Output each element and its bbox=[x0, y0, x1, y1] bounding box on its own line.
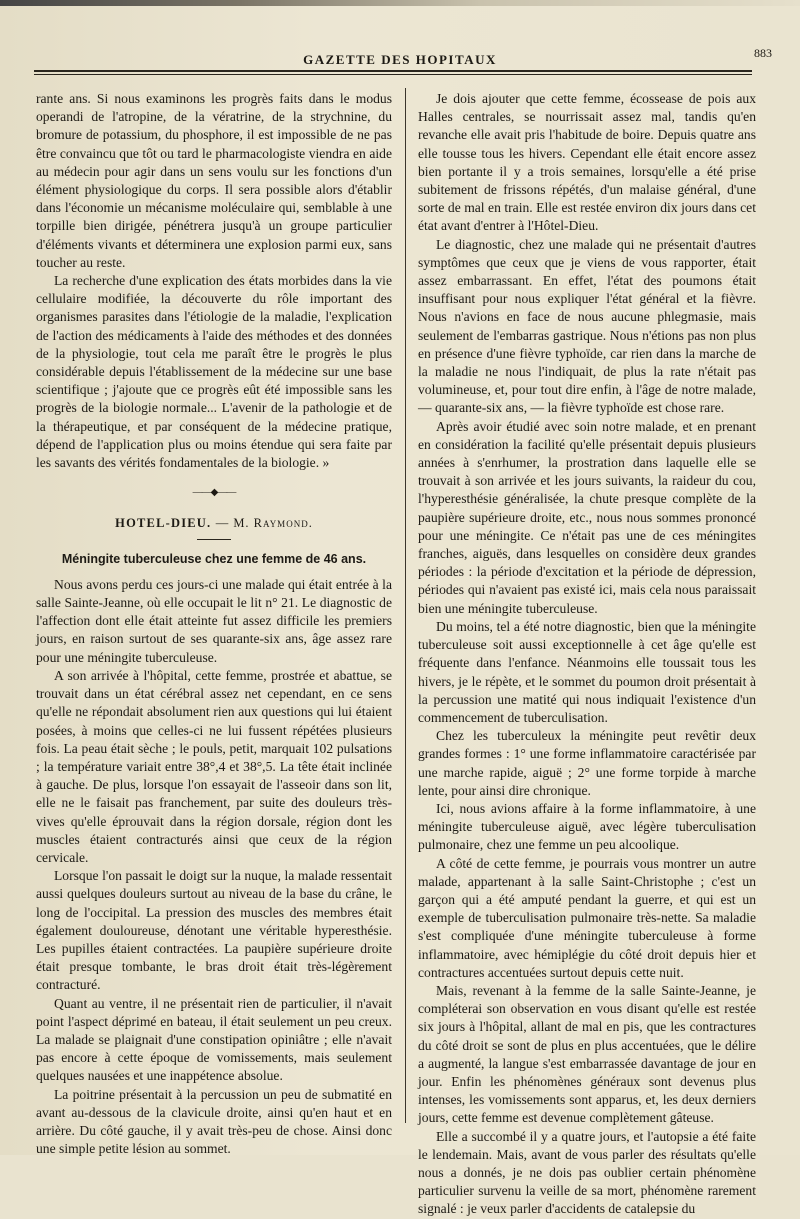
article-subheading: Méningite tuberculeuse chez une femme de 46 ans. bbox=[61, 551, 367, 566]
section-title: HOTEL-DIEU. bbox=[115, 516, 212, 531]
section-author: — M. Raymond. bbox=[215, 516, 313, 531]
column-divider bbox=[405, 88, 406, 1123]
paragraph: Du moins, tel a été notre diagnostic, bien que la méningite tuberculeuse soit aussi exceptionnelle à cet âge qu'elle est fréquente dans l'enfance. Néanmoins elle toussait tous les hivers, je le répète, et le sommet du poumon droit présentait à la percussion une matité qui nous indiquait l'existence d'un commencement de tuberculisation. bbox=[418, 618, 756, 725]
right-column bbox=[418, 90, 756, 1219]
paragraph: Ici, nous avions affaire à la forme inflammatoire, à une méningite tuberculeuse aiguë, avec légère tuberculisation pulmonaire, chez une femme un peu alcoolique. bbox=[418, 800, 756, 853]
paragraph: rante ans. Si nous examinons les progrès faits dans le modus operandi de l'atropine, de la vératrine, de la strychnine, du bromure de potassium, du phosphore, il est impossible de ne pas être convaincu que tôt ou tard le pharmacologiste viendra en aide au médecin pour agir dans un sens voulu sur les fonctions d'un élément physiologique du corps. Il sera possible alors d'établir dans l'économie un mécanisme moléculaire qui, semblable à une torpille bien dirigée, pénétrera jusqu'à un groupe particulier d'éléments vivants et déterminera une explosion parmi eux, sans toucher au reste. bbox=[36, 91, 392, 270]
paragraph: Le diagnostic, chez une malade qui ne présentait d'autres symptômes que ceux que je viens de vous rapporter, était assez embarrassant. En effet, l'état des poumons était insuffisant pour nous expliquer l'état général et la fièvre. Nous n'avions en face de nous aucune phlegmasie, mais seulement de l'embarras gastrique. Nous n'étions pas non plus en présence d'une fièvre typhoïde, car rien dans la marche de la maladie ne nous l'indiquait, de plus la rate n'était pas volumineuse, et, pour tout dire enfin, à l'âge de notre malade, — quarante-six ans, — la fièvre typhoïde est chose rare. bbox=[418, 236, 756, 416]
page-header bbox=[0, 44, 800, 70]
short-rule bbox=[197, 539, 231, 540]
paragraph: La recherche d'une explication des états morbides dans la vie cellulaire modifiée, la découverte du rôle important des organismes parasites dans l'étiologie de la maladie, l'explication de l'action des médicaments à l'aide des méthodes et des données de la physiologie, tout cela me paraît être le progrès le plus considérable depuis l'établissement de la médecine sur une base scientifique ; j'ajoute que ce progrès eût été impossible sans les progrès de la biologie normale... L'avenir de la pathologie et de la thérapeutique, et par conséquent de la médecine pratique, dépend de l'application plus ou moins étendue qui sera faite par les savants des vérités fondamentales de la biologie. » bbox=[36, 273, 392, 471]
journal-title: GAZETTE DES HOPITAUX bbox=[303, 52, 497, 67]
header-rule-thin bbox=[34, 74, 752, 75]
scan-edge bbox=[0, 0, 800, 6]
section-heading bbox=[36, 514, 392, 532]
header-rule-thick bbox=[34, 70, 752, 72]
paragraph: Mais, revenant à la femme de la salle Sainte-Jeanne, je compléterai son observation en vous disant qu'elle est restée six jours à l'hôpital, allant de mal en pis, que les contractures du côté droit se sont de plus en plus accentuées, que le délire a augmenté, la langue s'est embarrassée davantage de jour en jour. Enfin les phénomènes généraux sont devenus plus intenses, les vomissements sont apparus, et, les deux derniers jours, cette femme est devenue complètement gâteuse. bbox=[418, 982, 756, 1126]
paragraph: La poitrine présentait à la percussion un peu de submatité en avant au-dessous de la clavicule droite, ainsi qu'en haut et en arrière. Du côté gauche, il y avait très-peu de chose. Ainsi donc une simple petite lésion au sommet. bbox=[36, 1086, 392, 1157]
ornament-separator: ——◆—— bbox=[192, 487, 236, 499]
paragraph: Chez les tuberculeux la méningite peut revêtir deux grandes formes : 1° une forme inflammatoire caractérisée par une marche rapide, aiguë ; 2° une forme torpide à marche lente, pour ainsi dire chronique. bbox=[418, 728, 756, 798]
page-number: 883 bbox=[754, 46, 772, 60]
paragraph: Je dois ajouter que cette femme, écossease de pois aux Halles centrales, se nourrissait assez mal, tandis qu'en revanche elle avait pris l'habitude de boire. Depuis quatre ans elle tousse tous les hivers. Cependant elle était encore assez bien portante il y a trois semaines, lorsqu'elle a été prise subitement de frissons répétés, d'un malaise général, d'une sorte de mal en train. Elle est restée environ dix jours dans cet état avant d'entrer à l'Hôtel-Dieu. bbox=[418, 91, 756, 234]
paragraph: Nous avons perdu ces jours-ci une malade qui était entrée à la salle Sainte-Jeanne, où elle occupait le lit n° 21. Le diagnostic de l'affection dont elle était atteinte fut assez difficile les premiers jours, en raison surtout de ses quarante-six ans, âge assez rare pour une méningite tuberculeuse. bbox=[36, 576, 392, 665]
paragraph: Quant au ventre, il ne présentait rien de particulier, il n'avait point l'aspect déprimé en bateau, il était seulement un peu creux. La malade se plaignait d'une constipation opiniâtre ; elle n'avait pas encore à cette époque de vomissements, mais seulement quelques nausées et une inappétence absolue. bbox=[36, 995, 392, 1084]
paragraph: Après avoir étudié avec soin notre malade, et en prenant en considération la facilité qu'elle présentait depuis plusieurs années à s'enrhumer, la prostration dans laquelle elle se trouvait à son arrivée et les jours suivants, la raideur du cou, l'hyperesthésie généralisée, la chute presque complète de la paupière supérieure droite, etc., nous nous sommes prononcé pour une méningite. Ce n'était pas une de ces méningites franches, aiguës, dans lesquelles on considère deux grandes périodes : la période d'excitation et la période de dépression, périodes qui n'avaient pas existé ici, mais cela nous paraissait bien une méningite tuberculeuse. bbox=[418, 418, 756, 616]
paragraph: A côté de cette femme, je pourrais vous montrer un autre malade, appartenant à la salle Saint-Christophe ; c'est un garçon qui a été amputé pendant la guerre, et qui est un exemple de tuberculisation pulmonaire très-nette. Sa maladie s'est compliquée d'une méningite tuberculeuse à forme inflammatoire, avec hémiplégie du côté droit depuis hier et contractures accentuées surtout depuis cette nuit. bbox=[418, 855, 756, 980]
left-column bbox=[36, 90, 392, 1158]
paragraph: A son arrivée à l'hôpital, cette femme, prostrée et abattue, se trouvait dans un état cérébral assez net cependant, en ce sens qu'elle ne répondait absolument rien aux questions qui lui étaient posées, à moins que celles-ci ne lui fussent répétées plusieurs fois. La peau était sèche ; le pouls, petit, marquait 102 pulsations ; la température variait entre 38°,4 et 38°,5. La tête était inclinée à gauche. De plus, lorsque l'on essayait de l'asseoir dans son lit, elle ne le faisait pas franchement, par suite des douleurs très-vives qu'elle éprouvait dans la région dorsale, région dont les muscles étaient contracturés ainsi que ceux de la région cervicale. bbox=[36, 667, 392, 865]
paragraph: Elle a succombé il y a quatre jours, et l'autopsie a été faite le lendemain. Mais, avant de vous parler des résultats qu'elle nous a donnés, je ne dois pas oublier certain phénomène particulier survenu la veille de sa mort, phénomène rarement signalé : je veux parler d'accidents de catalepsie du bbox=[418, 1128, 756, 1217]
paragraph: Lorsque l'on passait le doigt sur la nuque, la malade ressentait aussi quelques douleurs surtout au niveau de la base du crâne, le long de l'occipital. La pression des muscles des membres était également douloureuse, dénotant une véritable hyperesthésie. Les pupilles étaient contractées. La paupière supérieure droite était presque tombante, le bras droit était très-légèrement contracturé. bbox=[36, 868, 392, 993]
